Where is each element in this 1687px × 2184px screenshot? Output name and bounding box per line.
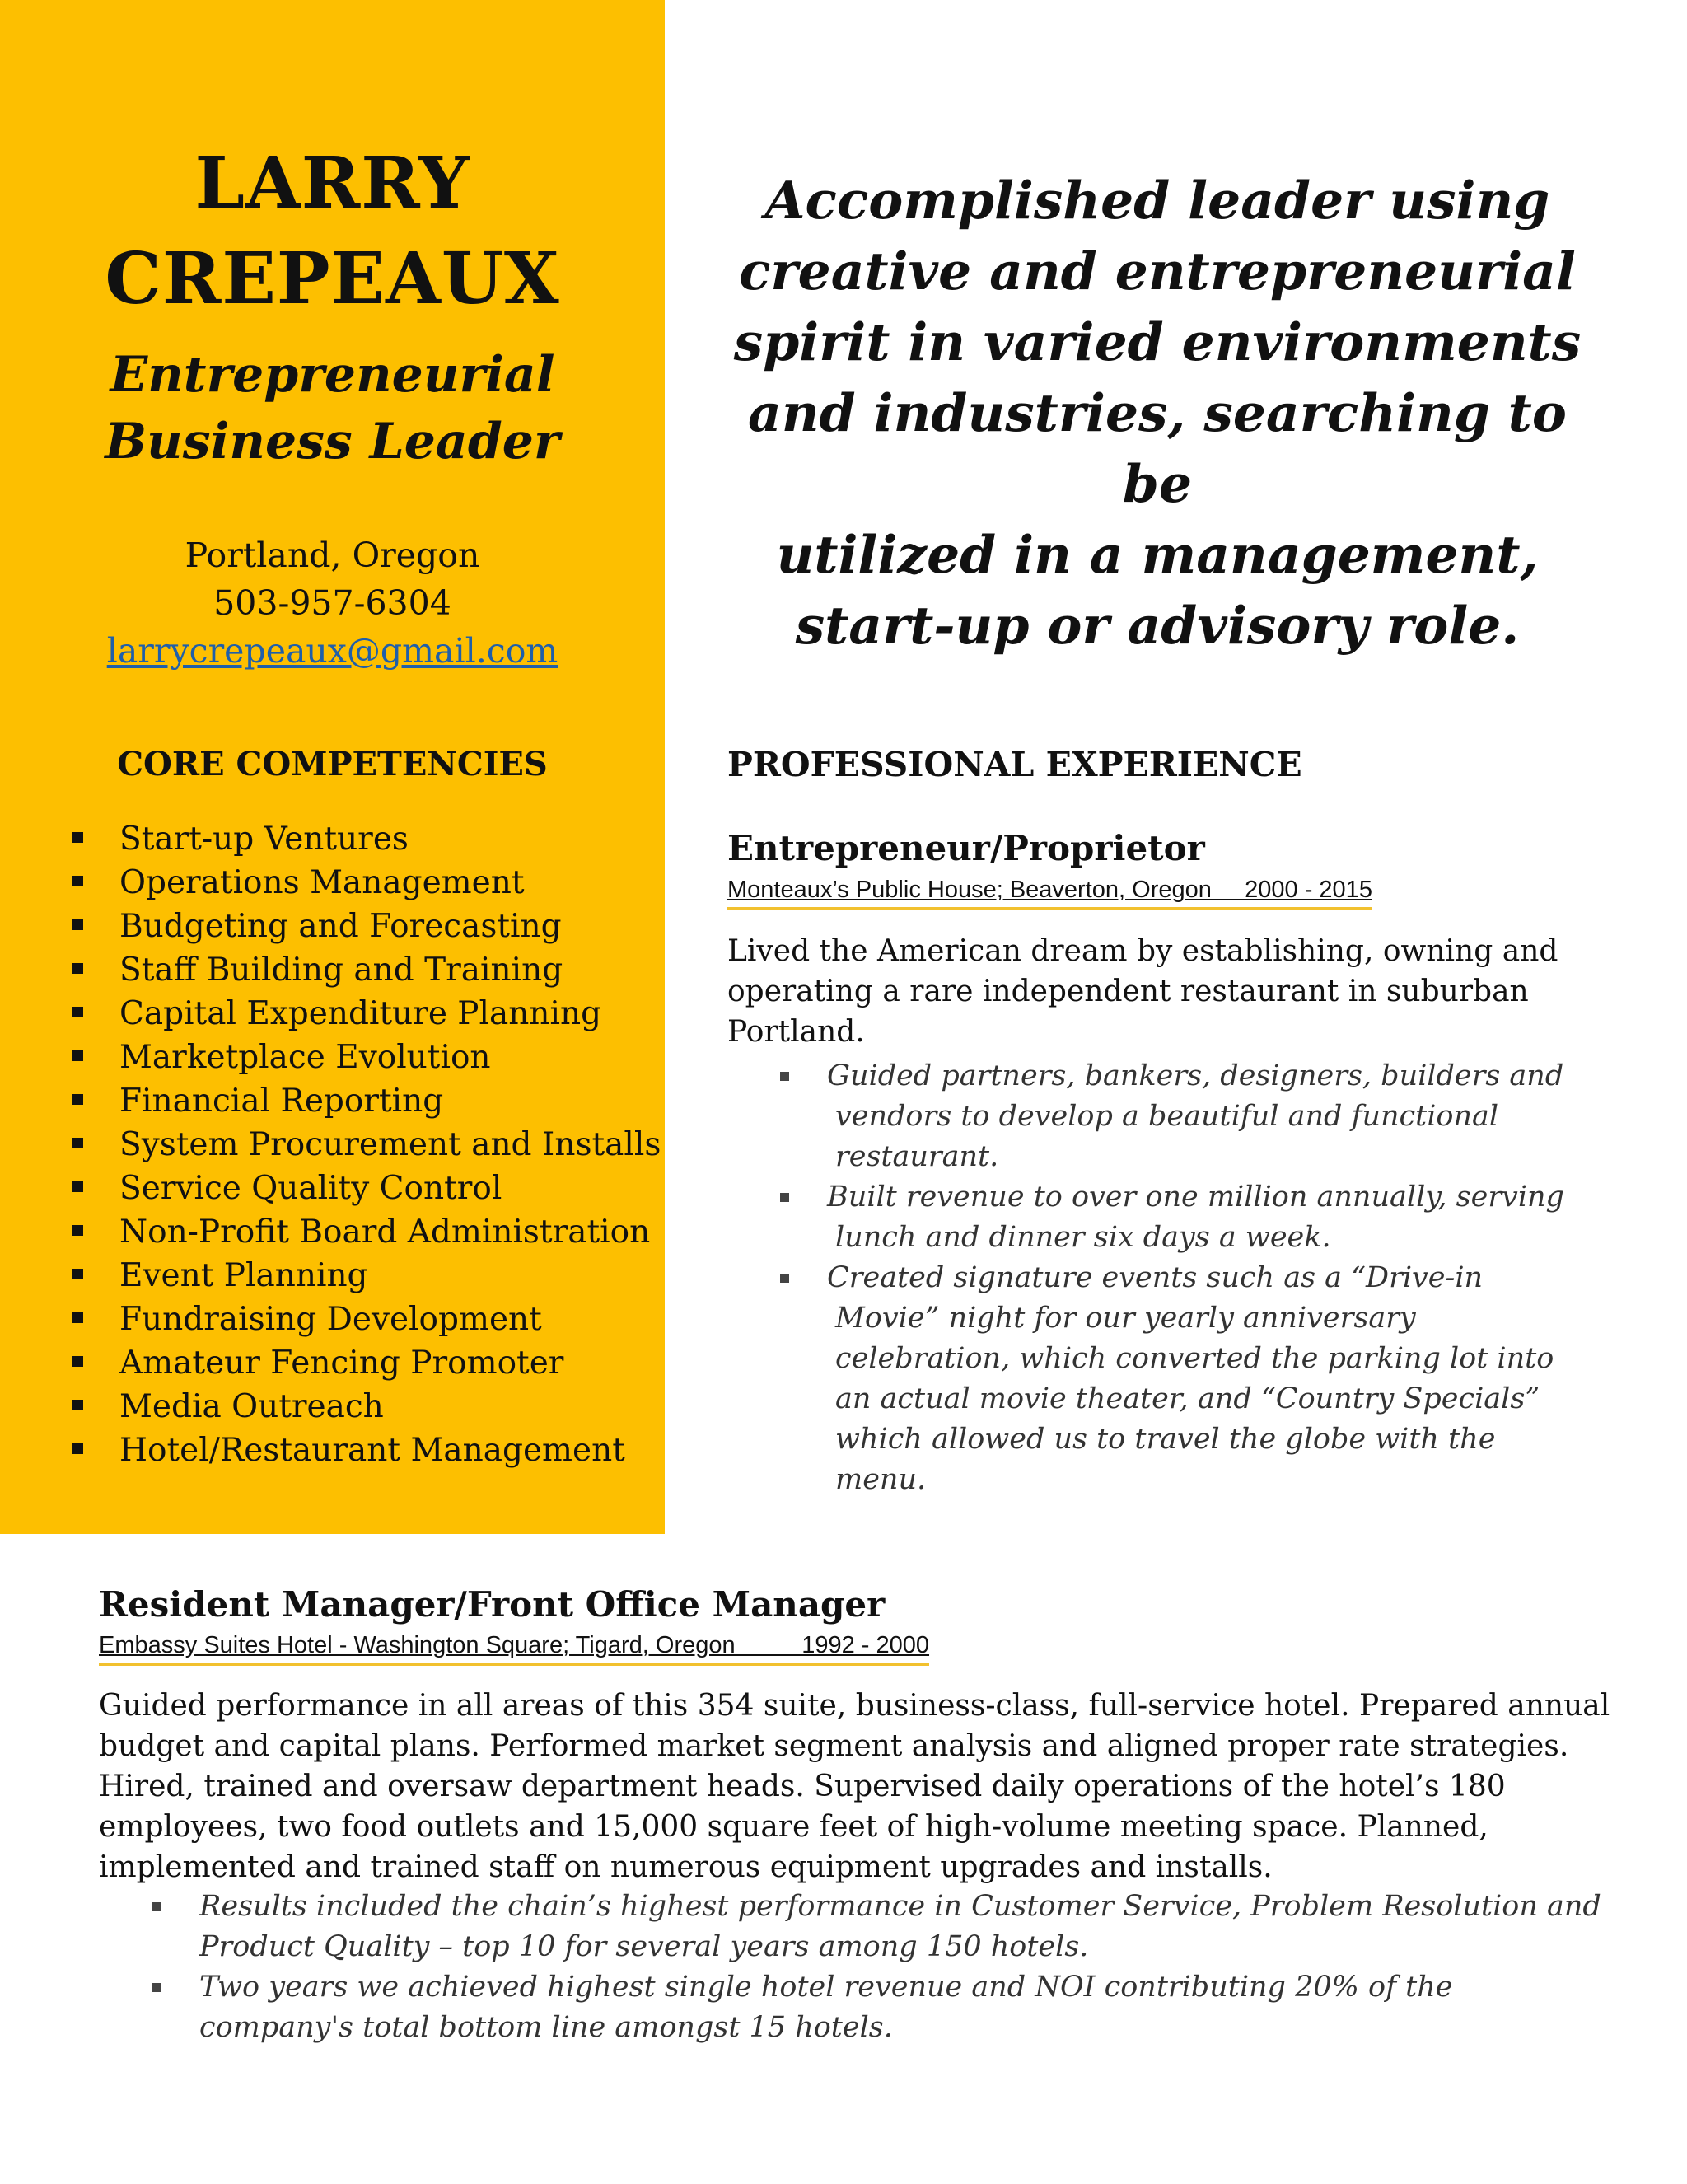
competency-item: Budgeting and Forecasting — [72, 905, 661, 948]
achievement-item: Results included the chain’s highest performance in Customer Service, Problem Resolution and Product Quality – top 10 for several years among 150 hotels. — [152, 1887, 1602, 1967]
headline-line: and industries, searching to be — [748, 382, 1567, 514]
headline-line: spirit in varied environments — [733, 311, 1582, 372]
headline-line: start-up or advisory role. — [795, 595, 1520, 656]
achievement-item: Guided partners, bankers, designers, builders and vendors to develop a beautiful and functional restaurant. — [780, 1056, 1571, 1177]
competency-item: Event Planning — [72, 1254, 661, 1298]
job-achievements — [780, 1056, 1571, 1500]
name-line-1: LARRY — [194, 142, 470, 225]
job-title: Resident Manager/Front Office Manager — [99, 1584, 886, 1625]
candidate-role — [0, 342, 665, 475]
bullet-square-icon — [72, 1225, 83, 1236]
bullet-square-icon — [72, 919, 83, 930]
bullet-square-icon — [72, 1400, 83, 1410]
role-line-2: Business Leader — [105, 413, 560, 470]
bullet-square-icon — [72, 832, 83, 843]
bullet-square-icon — [72, 1443, 83, 1454]
competency-item: Non-Profit Board Administration — [72, 1210, 661, 1254]
job-title: Entrepreneur/Proprietor — [727, 828, 1205, 868]
job-description: Guided performance in all areas of this 354 suite, business-class, full-service hotel. Prepared annual budget and capital plans. Performed market segment analysis and aligned proper rate strategies. Hired, trained and oversaw department heads. Supervised daily operations of the hotel’s 180 employees, two food outlets and 15,000 square feet of high-volume meeting space. Planned, implemented and trained staff on numerous equipment upgrades and installs. — [99, 1689, 1610, 1884]
bullet-square-icon — [72, 1007, 83, 1017]
job-achievements — [152, 1887, 1602, 2048]
competency-item: Staff Building and Training — [72, 948, 661, 992]
summary-headline — [708, 165, 1606, 661]
competency-item: Capital Expenditure Planning — [72, 992, 661, 1036]
bullet-square-icon — [72, 1094, 83, 1105]
location: Portland, Oregon — [185, 535, 480, 575]
role-line-1: Entrepreneurial — [110, 346, 555, 404]
competency-item: Service Quality Control — [72, 1167, 661, 1210]
competency-item: System Procurement and Installs — [72, 1123, 661, 1167]
bullet-square-icon — [72, 1312, 83, 1323]
candidate-name — [0, 136, 665, 327]
competency-item: Fundraising Development — [72, 1298, 661, 1341]
phone: 503-957-6304 — [213, 583, 451, 623]
core-competencies-heading: CORE COMPETENCIES — [117, 745, 548, 783]
contact-block — [0, 531, 665, 675]
competency-item: Hotel/Restaurant Management — [72, 1429, 661, 1472]
competency-item: Media Outreach — [72, 1385, 661, 1429]
headline-line: utilized in a management, — [776, 524, 1539, 585]
bullet-square-icon — [780, 1072, 789, 1081]
job-employer-line: Embassy Suites Hotel - Washington Square; Tigard, Oregon 1992 - 2000 — [99, 1630, 929, 1666]
competency-item: Marketplace Evolution — [72, 1036, 661, 1079]
bullet-square-icon — [72, 963, 83, 974]
competency-item: Financial Reporting — [72, 1079, 661, 1123]
bullet-square-icon — [72, 1050, 83, 1061]
bullet-square-icon — [152, 1902, 161, 1911]
job-description: Lived the American dream by establishing, owning and operating a rare independent restaurant in suburban Portland. — [727, 934, 1558, 1049]
competencies-list — [72, 817, 661, 1472]
bullet-square-icon — [72, 1181, 83, 1192]
headline-line: creative and entrepreneurial — [739, 241, 1576, 302]
achievement-item: Two years we achieved highest single hotel revenue and NOI contributing 20% of the company's total bottom line amongst 15 hotels. — [152, 1967, 1602, 2048]
competency-item: Operations Management — [72, 861, 661, 905]
job-employer-line: Monteaux’s Public House; Beaverton, Oregon 2000 - 2015 — [727, 875, 1372, 910]
competency-item: Start-up Ventures — [72, 817, 661, 861]
professional-experience-heading: PROFESSIONAL EXPERIENCE — [727, 745, 1302, 784]
bullet-square-icon — [72, 1269, 83, 1279]
bullet-square-icon — [152, 1983, 161, 1992]
email-link[interactable]: larrycrepeaux@gmail.com — [106, 631, 558, 671]
bullet-square-icon — [72, 876, 83, 886]
bullet-square-icon — [72, 1356, 83, 1367]
bullet-square-icon — [780, 1274, 789, 1283]
headline-line: Accomplished leader using — [764, 170, 1550, 231]
competency-item: Amateur Fencing Promoter — [72, 1341, 661, 1385]
achievement-item: Created signature events such as a “Drive-in Movie” night for our yearly anniversary celebration, which converted the parking lot into an actual movie theater, and “Country Specials” which allowed us to travel the globe with the menu. — [780, 1258, 1571, 1500]
bullet-square-icon — [780, 1193, 789, 1202]
bullet-square-icon — [72, 1138, 83, 1148]
achievement-item: Built revenue to over one million annually, serving lunch and dinner six days a week. — [780, 1177, 1571, 1258]
name-line-2: CREPEAUX — [105, 237, 560, 320]
